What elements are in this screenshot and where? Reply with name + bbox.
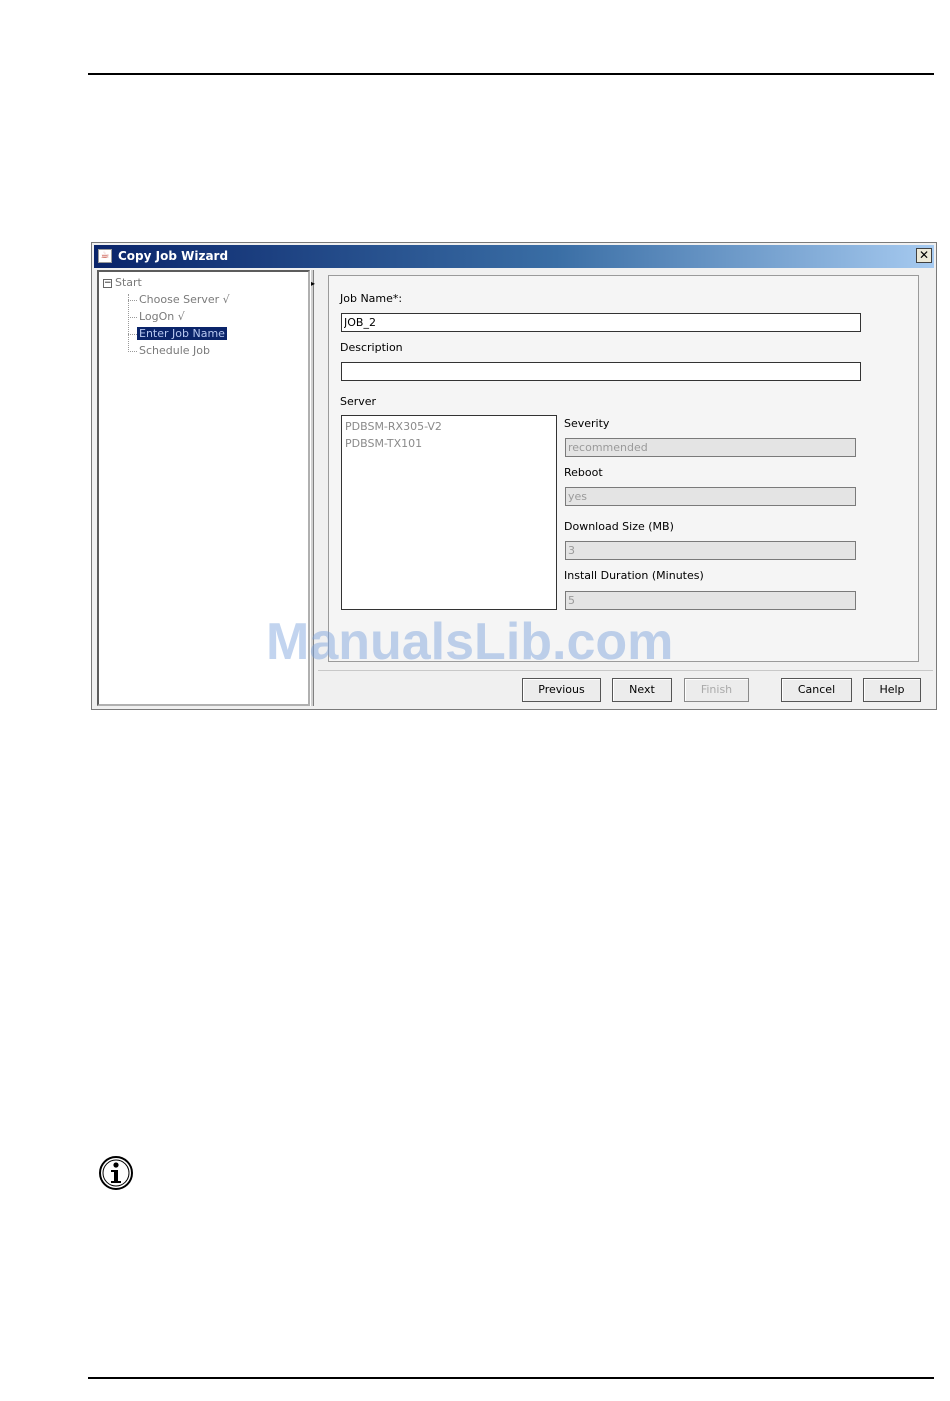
finish-button: Finish xyxy=(684,678,749,702)
cancel-button[interactable]: Cancel xyxy=(781,678,852,702)
top-rule xyxy=(88,73,934,75)
info-icon xyxy=(98,1155,134,1191)
java-app-icon: ☕ xyxy=(98,249,112,263)
tree-connector xyxy=(128,294,129,352)
help-button[interactable]: Help xyxy=(863,678,921,702)
server-list-item[interactable]: PDBSM-TX101 xyxy=(345,437,423,450)
tree-item-choose-server[interactable]: Choose Server √ xyxy=(139,293,230,306)
severity-field xyxy=(565,438,856,457)
job-name-input[interactable] xyxy=(341,313,861,332)
severity-label: Severity xyxy=(564,417,610,430)
window-title: Copy Job Wizard xyxy=(118,249,229,263)
tree-connector xyxy=(128,334,137,335)
download-size-label: Download Size (MB) xyxy=(564,520,674,533)
previous-button[interactable]: Previous xyxy=(522,678,601,702)
tree-connector xyxy=(128,351,137,352)
server-list-item[interactable]: PDBSM-RX305-V2 xyxy=(345,420,442,433)
server-list[interactable] xyxy=(341,415,557,610)
tree-item-schedule-job[interactable]: Schedule Job xyxy=(139,344,211,357)
description-input[interactable] xyxy=(341,362,861,381)
tree-connector xyxy=(128,317,137,318)
reboot-label: Reboot xyxy=(564,466,603,479)
job-name-label: Job Name*: xyxy=(340,292,403,305)
reboot-field xyxy=(565,487,856,506)
description-label: Description xyxy=(340,341,403,354)
tree-connector xyxy=(128,300,137,301)
splitter-arrow-icon[interactable]: ▸ xyxy=(311,279,316,288)
tree-item-enter-job-name[interactable]: Enter Job Name xyxy=(139,327,225,340)
server-label: Server xyxy=(340,395,377,408)
install-duration-label: Install Duration (Minutes) xyxy=(564,569,704,582)
collapse-icon[interactable]: − xyxy=(104,278,112,288)
watermark: ManualsLib.com xyxy=(266,613,674,671)
install-duration-field xyxy=(565,591,856,610)
download-size-field xyxy=(565,541,856,560)
next-button[interactable]: Next xyxy=(612,678,672,702)
job-form-panel xyxy=(328,275,919,662)
title-bar[interactable] xyxy=(94,245,934,268)
tree-item-logon[interactable]: LogOn √ xyxy=(139,310,185,323)
close-icon[interactable]: ✕ xyxy=(916,248,932,263)
tree-root-start[interactable]: Start xyxy=(115,276,142,289)
bottom-rule xyxy=(88,1377,934,1379)
